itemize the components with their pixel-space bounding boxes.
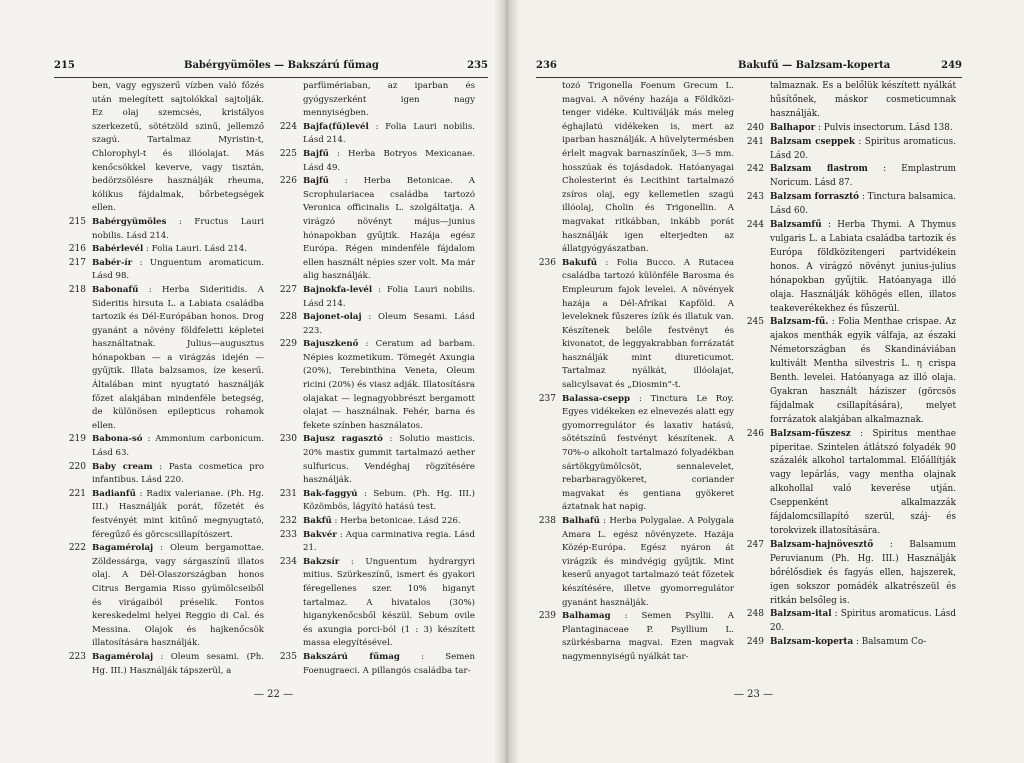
dictionary-entry bbox=[68, 542, 265, 651]
dictionary-entry bbox=[68, 651, 264, 678]
entry-body bbox=[303, 488, 475, 515]
right-page-running-head: Bakufű — Balzsam-koperta bbox=[738, 60, 891, 71]
entry-number: 248 bbox=[746, 609, 764, 620]
entry-definition: : Oleum sesami. (Ph. Hg. III.) Használják tápszerül, a bbox=[92, 651, 264, 676]
entry-definition: : Pulvis insectorum. Lásd 138. bbox=[818, 122, 953, 133]
entry-number: 219 bbox=[68, 434, 86, 445]
entry-body bbox=[770, 539, 956, 609]
entry-term: Badianfű bbox=[92, 488, 136, 499]
continuation-text: ben, vagy egyszerű vízben való főzés után melegített sajtolókkal sajtolják. Ez olaj szemcsés, kristályos szerkezetű, sötétzöld szinű, jellemző szagú. Tartalmaz Myristin-t, Chlorophyl-t és illóolajat. Más kenőcsökkel keverve, vagy tisztán, bedörzsölésre használják rheuma, kólikus fájdalmak, bőrbetegségek ellen. bbox=[92, 81, 264, 214]
entry-term: Bajonet-olaj bbox=[303, 312, 362, 323]
entry-body bbox=[303, 433, 475, 487]
entry-body bbox=[770, 636, 956, 650]
entry-term: Bajfű bbox=[303, 148, 329, 159]
entry-definition: : Spiritus menthae piperitae. Szintelen átlátszó folyadék 90 százalék alkohol tartalommal. Előállítják vagy lepárlás, vagy mentha olajnak alkohollal való keverése utján. Cseppenként alkalmazzák fájdalomcsillapító szerül, száj- és torokvizek illatosítására. bbox=[770, 428, 956, 536]
entry-number: 247 bbox=[746, 539, 764, 550]
entry-number: 232 bbox=[279, 516, 297, 526]
entry-body bbox=[303, 651, 475, 678]
entry-body bbox=[92, 433, 264, 460]
entry-term: Balzsam-koperta bbox=[770, 637, 854, 648]
entry-number: 242 bbox=[746, 164, 764, 175]
right-page bbox=[506, 0, 1024, 763]
right-page-header bbox=[536, 59, 962, 73]
entry-number: 249 bbox=[746, 637, 764, 648]
entry-term: Bajuszkenő bbox=[303, 339, 359, 350]
dictionary-entry bbox=[68, 284, 264, 434]
entry-body bbox=[770, 122, 956, 136]
entry-body bbox=[770, 191, 956, 219]
left-page-number-end: 235 bbox=[467, 60, 488, 71]
entry-number: 235 bbox=[279, 651, 297, 662]
dictionary-entry bbox=[746, 636, 956, 650]
entry-term: Balzsamfű bbox=[770, 220, 822, 231]
entry-definition: : Folia Menthae crispae. Az ajakos menthák egyik válfaja, az északi Németországban és Skandináviában kultivált Mentha silvestris L. η crispa Benth. levelei. Hatóanyaga az illó olaja. Gyakran használt háziszer (görcsös fájdalmak csillapítására), melyet forrázatok alakjában alkalmaznak. bbox=[770, 317, 957, 425]
entry-definition: : Tinctura balsamica. Lásd 60. bbox=[770, 192, 956, 217]
entry-number: 225 bbox=[279, 148, 297, 159]
entry-body bbox=[303, 284, 475, 311]
entry-number: 222 bbox=[68, 543, 86, 554]
entry-definition: : Oleum Sesami. Lásd 223. bbox=[303, 312, 475, 336]
dictionary-entry bbox=[746, 122, 956, 136]
dictionary-entry bbox=[746, 539, 956, 609]
left-page-running-head: Babérgyümöles — Bakszárú fűmag bbox=[184, 60, 379, 71]
dictionary-entry bbox=[538, 515, 735, 610]
left-column-1 bbox=[68, 80, 265, 678]
entry-term: Bajfa(fű)levél bbox=[303, 121, 369, 132]
entry-body bbox=[770, 219, 956, 316]
entry-body bbox=[303, 338, 475, 433]
left-page-number-start: 215 bbox=[54, 60, 75, 71]
entry-definition: : Folia Bucco. A Rutacea családba tartozó különféle Barosma és Empleurum fajok levelei. A növények hazája a Dél-Afrikai Kapföld. A leveleknek fűszeres ízük és illatuk van. Készítenek belőle festvényt és kivonatot, de leggyakrabban forrázatát használják mint diureticumot. Tartalmaz nyálkát, illóolajat, salicylsavat és „Diosmin”-t. bbox=[562, 257, 734, 391]
left-page-header bbox=[54, 59, 488, 73]
entry-body bbox=[303, 148, 475, 175]
entry-number: 224 bbox=[279, 121, 297, 132]
dictionary-entry bbox=[68, 461, 265, 488]
entry-number: 243 bbox=[746, 192, 764, 203]
entry-number: 239 bbox=[538, 611, 556, 622]
entry-number: 237 bbox=[538, 393, 556, 404]
entry-number: 238 bbox=[538, 516, 556, 526]
dictionary-entry bbox=[68, 433, 264, 460]
right-column-2-continuation bbox=[770, 80, 956, 122]
entry-term: Balzsam flastrom bbox=[770, 164, 868, 175]
dictionary-entry bbox=[746, 428, 956, 539]
entry-number: 229 bbox=[279, 339, 297, 350]
entry-number: 244 bbox=[746, 220, 764, 231]
entry-body bbox=[92, 257, 264, 284]
entry-term: Bakvér bbox=[303, 529, 337, 540]
entry-number: 227 bbox=[279, 284, 297, 295]
entry-body bbox=[562, 515, 734, 610]
right-column-2 bbox=[746, 80, 957, 650]
entry-body bbox=[303, 556, 475, 651]
entry-definition: : Aqua carminativa regia. Lásd 21. bbox=[303, 529, 475, 554]
dictionary-entry bbox=[279, 284, 476, 311]
left-page-footer: — 22 — bbox=[254, 689, 294, 700]
right-page-footer: — 23 — bbox=[734, 689, 774, 700]
entry-body bbox=[562, 393, 734, 515]
entry-number: 216 bbox=[68, 244, 86, 255]
dictionary-entry bbox=[746, 316, 957, 427]
entry-body bbox=[92, 461, 264, 488]
entry-definition: : Sebum. (Ph. Hg. III.) Közömbös, lágyító hatású test. bbox=[303, 488, 476, 513]
entry-number: 218 bbox=[68, 284, 86, 295]
right-page-number-start: 236 bbox=[536, 60, 557, 71]
dictionary-entry bbox=[68, 243, 264, 257]
entry-term: Balhafű bbox=[562, 516, 600, 526]
entry-number: 236 bbox=[538, 257, 556, 268]
entry-body bbox=[92, 243, 264, 257]
entry-body bbox=[562, 257, 734, 393]
entry-definition: : Pasta cosmetica pro infantibus. Lásd 220. bbox=[92, 461, 265, 486]
entry-body bbox=[92, 284, 264, 434]
dictionary-entry bbox=[68, 488, 265, 542]
entry-term: Babona-só bbox=[92, 434, 143, 445]
entry-body bbox=[303, 121, 475, 148]
entry-term: Balzsam cseppek bbox=[770, 136, 856, 147]
entry-term: Balzsam-hajnövesztő bbox=[770, 539, 874, 550]
entry-number: 220 bbox=[68, 461, 86, 472]
entry-body bbox=[303, 311, 475, 338]
dictionary-entry bbox=[746, 136, 956, 164]
entry-number: 221 bbox=[68, 488, 86, 499]
right-column-1-continuation bbox=[562, 80, 734, 257]
entry-number: 215 bbox=[68, 216, 86, 227]
entry-definition: : Radix valerianae. (Ph. Hg. III.) Használják porát, főzetét és festvényét mint kitűnő megnyugtató, féregűző és görcscsillapítószert. bbox=[92, 488, 265, 540]
dictionary-entry bbox=[746, 608, 957, 636]
entry-term: Bagamérolaj bbox=[92, 651, 154, 662]
entry-body bbox=[770, 136, 956, 164]
entry-term: Babérgyümöles bbox=[92, 216, 167, 227]
entry-definition: : Herba betonicae. Lásd 226. bbox=[334, 516, 461, 526]
entry-number: 223 bbox=[68, 651, 86, 662]
entry-definition: : Folia Lauri nobilis. Lásd 214. bbox=[303, 284, 476, 309]
entry-definition: : Ceratum ad barbam. Népies kozmetikum. Tömegét Axungia (20%), Terebinthina Veneta, Oleum ricini (20%) és viasz adják. Illatosításra olajakat — legnagyobbrészt bergamott olajat — használnak. Fehér, barna és fekete színben használatos. bbox=[303, 339, 476, 431]
dictionary-entry bbox=[279, 529, 475, 556]
entry-term: Bakzsír bbox=[303, 556, 340, 567]
dictionary-entry bbox=[538, 610, 734, 664]
continuation-text: talmaznak. Es a belőlük készített nyálkát hűsítőnek, máskor cosmeticumnak használják. bbox=[770, 81, 956, 119]
dictionary-entry bbox=[279, 433, 476, 487]
entry-definition: : Tinctura Le Roy. Egyes vidékeken ez elnevezés alatt egy gyomorregulátor és laxativ hatású, sötétszínű festvényt készítenek. A 70%-o alkoholt tartalmazó folyadékban sártökgyümölcsöt, sennalevelet, rebarbaragyökeret, coriander magvakat és gentiana gyökeret áztatnak hat napig. bbox=[562, 393, 734, 513]
entry-term: Baby cream bbox=[92, 461, 153, 472]
entry-body bbox=[92, 651, 264, 678]
entry-body bbox=[770, 163, 956, 191]
entry-number: 231 bbox=[279, 488, 297, 499]
entry-number: 240 bbox=[746, 122, 764, 133]
left-column-2-continuation bbox=[303, 80, 475, 121]
entry-definition: : Herba Polygalae. A Polygala Amara L. egész növényzete. Hazája Közép-Európa. Egész nyáron át virágzik és mindvégig gyűjtik. Mint keserű anyagot tartalmazó teát főzetek készítésére, illetve gyomorregulátor gyanánt használják. bbox=[562, 516, 735, 608]
left-page bbox=[0, 0, 506, 763]
entry-definition: : Semen Psyllii. A Plantaginaceae P. Psyllium L. szürkésbarna magvai. Ezen magvak nagymennyiségű nyálkát tar- bbox=[562, 611, 734, 662]
dictionary-entry bbox=[279, 311, 475, 338]
entry-number: 217 bbox=[68, 257, 86, 268]
left-header-rule bbox=[54, 77, 488, 78]
dictionary-entry bbox=[279, 121, 475, 148]
book-gutter bbox=[494, 0, 520, 763]
entry-number: 246 bbox=[746, 428, 764, 439]
entry-body bbox=[303, 529, 475, 556]
entry-body bbox=[770, 428, 956, 539]
entry-term: Bakfű bbox=[303, 516, 332, 526]
dictionary-entry bbox=[279, 556, 476, 651]
continuation-text: tozó Trigonella Foenum Grecum L. magvai. A növény hazája a Földközi-tenger vidéke. Kultiválják más meleg éghajlatú vidékeken is, mert az iparban használják. A hüvelytermésben érlelt magvak barnaszínűek, 3—5 mm. hosszúak és tojásdadok. Hatóanyagai Cholesterint és Lecithint tartalmazó zsíros olaj, egy kellemetlen szagú illóolaj, Cholin és Trigonellin. A magvakat ritkábban, inkább porát használják igen elterjedten az állatgyógyászatban. bbox=[562, 81, 734, 255]
right-column-1 bbox=[538, 80, 735, 665]
entry-body bbox=[770, 316, 956, 427]
entry-definition: : Unguentum aromaticum. Lásd 98. bbox=[92, 257, 264, 282]
entry-term: Balhamag bbox=[562, 611, 611, 622]
entry-definition: : Semen Foenugraeci. A pillangós családba tar- bbox=[303, 651, 475, 676]
continuation-text: parfümériaban, az iparban és gyógyszerként igen nagy mennyiségben. bbox=[303, 81, 475, 119]
entry-body bbox=[92, 542, 264, 651]
entry-term: Babér-ír bbox=[92, 257, 133, 268]
entry-term: Babonafű bbox=[92, 284, 139, 295]
entry-term: Bakszárú fűmag bbox=[303, 651, 400, 662]
entry-definition: : Unguentum hydrargyri mitius. Szürkeszínű, ismert és gyakori féregellenes szer. 10% higanyt tartalmaz. A hivatalos (30%) higanykenőcsből készül. Sebum ovile és axungia porci-ból (1 : 3) készített massa elegyítésével. bbox=[303, 556, 476, 649]
entry-definition: : Fructus Lauri nobilis. Lásd 214. bbox=[92, 216, 264, 241]
entry-body bbox=[92, 216, 264, 243]
entry-body bbox=[303, 175, 475, 284]
dictionary-entry bbox=[538, 257, 734, 393]
entry-definition: : Balsamum Co- bbox=[856, 637, 927, 648]
entry-definition: : Spiritus aromaticus. Lásd 20. bbox=[770, 609, 957, 634]
entry-number: 233 bbox=[279, 529, 297, 540]
dictionary-entry bbox=[279, 651, 475, 678]
entry-definition: : Oleum bergamottae. Zöldessárga, vagy sárgaszínű illatos olaj. A Dél-Olaszországban honos Citrus Bergamia Risso gyümölcseiből és virágaiból préselik. Fontos kereskedelmi helyei Reggio di Cal. és Messina. Olajok és hajkenőcsök illatosítására használják. bbox=[92, 543, 265, 649]
dictionary-entry bbox=[746, 219, 956, 316]
dictionary-entry bbox=[279, 148, 476, 175]
entry-definition: : Solutio masticis. 20% mastix gummit tartalmazó aether sulfuricus. Vendéghaj rögzítésére használják. bbox=[303, 434, 476, 486]
entry-term: Bajfű bbox=[303, 176, 329, 187]
entry-definition: : Herba Thymi. A Thymus vulgaris L. a Labiata családba tartozik és Európa földközitengeri partvidékein honos. A virágzó növényt junius-julius hónapokban gyűjtik. Hatóanyaga illó olaja. Használják köhögés ellen, illatos teakeverékekhez és fűszerül. bbox=[770, 220, 956, 314]
entry-body bbox=[562, 610, 734, 664]
dictionary-entry bbox=[279, 488, 476, 515]
dictionary-entry bbox=[279, 515, 475, 529]
dictionary-entry bbox=[746, 191, 956, 219]
entry-number: 230 bbox=[279, 434, 297, 445]
entry-term: Bajusz ragasztó bbox=[303, 434, 383, 445]
entry-number: 228 bbox=[279, 312, 297, 323]
entry-number: 226 bbox=[279, 176, 297, 187]
dictionary-entry bbox=[68, 257, 264, 284]
entry-definition: : Herba Botryos Mexicanae. Lásd 49. bbox=[303, 148, 476, 173]
entry-body bbox=[92, 488, 264, 542]
entry-body bbox=[770, 608, 956, 636]
entry-term: Babérlevél bbox=[92, 244, 144, 255]
entry-term: Bakufű bbox=[562, 257, 597, 268]
entry-definition: : Folia Lauri nobilis. Lásd 214. bbox=[303, 121, 475, 146]
entry-term: Bak-faggyú bbox=[303, 488, 358, 499]
entry-definition: : Herba Sideritidis. A Sideritis hirsuta L. a Labiata családba tartozik és Dél-Európában honos. Drog gyanánt a növény földfeletti képletei használtatnak. Julius—augusztus hónapokban — a virágzás idején — gyűjtik. Illata balzsamos, íze keserű. Általában mint nyugtató használják főzet alakjában mindenféle betegség, de különösen epilepticus rohamok ellen. bbox=[92, 284, 264, 431]
entry-term: Balhapor bbox=[770, 122, 816, 133]
entry-term: Balassa-csepp bbox=[562, 393, 631, 404]
right-page-number-end: 249 bbox=[941, 60, 962, 71]
dictionary-entry bbox=[279, 338, 476, 433]
entry-body bbox=[303, 515, 475, 529]
entry-definition: : Spiritus aromaticus. Lásd 20. bbox=[770, 136, 956, 161]
dictionary-entry bbox=[279, 175, 475, 284]
entry-definition: : Balsamum Peruvianum (Ph. Hg. III.) Használják bőrélősdiek és fagyás ellen, hajszerek, igen sokszor pomádék alkatrészeül és ritkán belsőleg is. bbox=[770, 539, 956, 606]
left-column-2 bbox=[279, 80, 476, 678]
entry-term: Balzsam-fű. bbox=[770, 317, 829, 328]
entry-definition: : Ammonium carbonicum. Lásd 63. bbox=[92, 434, 264, 459]
entry-term: Balzsam forrasztó bbox=[770, 192, 860, 203]
entry-term: Balzsam-fűszesz bbox=[770, 428, 851, 439]
right-header-rule bbox=[536, 77, 962, 78]
entry-number: 241 bbox=[746, 136, 764, 147]
entry-term: Balzsam-ital bbox=[770, 609, 832, 620]
dictionary-entry bbox=[68, 216, 264, 243]
dictionary-entry bbox=[746, 163, 957, 191]
left-column-1-continuation bbox=[92, 80, 264, 216]
dictionary-entry bbox=[538, 393, 734, 515]
entry-definition: : Emplastrum Noricum. Lásd 87. bbox=[770, 164, 957, 189]
entry-term: Bagamérolaj bbox=[92, 543, 154, 554]
entry-definition: : Herba Betonicae. A Scrophulariacea családba tartozó Veronica officinalis L. szolgáltatja. A virágzó növényt május—junius hónapokban gyűjtik. Hazája egész Európa. Régen mindenféle fájdalom ellen használt népies szer volt. Ma már alig használják. bbox=[303, 176, 475, 282]
entry-number: 234 bbox=[279, 556, 297, 567]
entry-number: 245 bbox=[746, 317, 764, 328]
entry-definition: : Folia Lauri. Lásd 214. bbox=[146, 244, 247, 255]
entry-term: Bajnokfa-levél bbox=[303, 284, 373, 295]
